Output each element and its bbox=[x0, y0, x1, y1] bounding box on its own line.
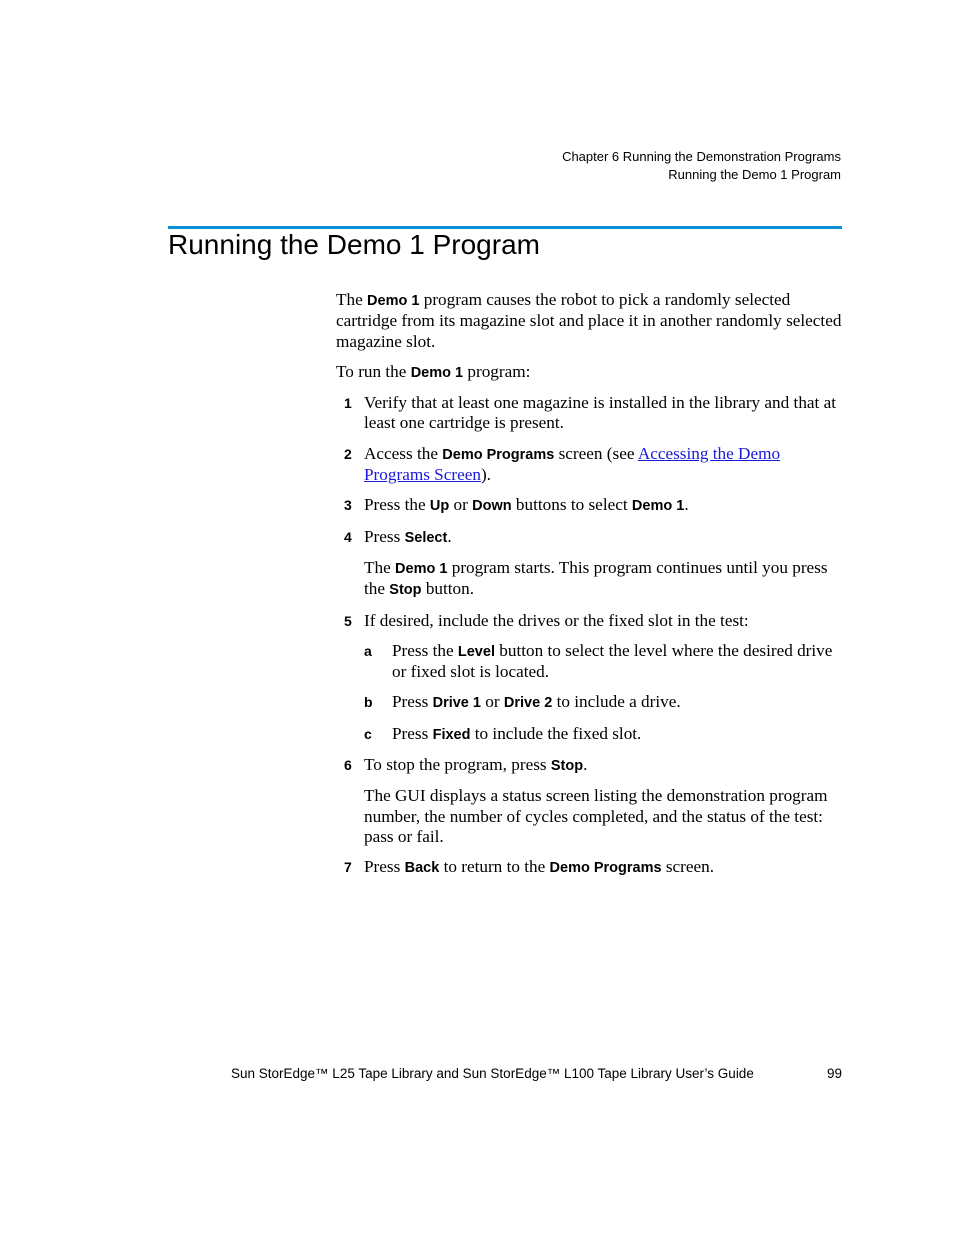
substep-bold: Drive 1 bbox=[432, 695, 481, 712]
torun-post: program: bbox=[463, 361, 531, 381]
substep-text: button to select the level where the desired drive or fixed slot is located. bbox=[392, 640, 833, 682]
note-text: program starts. This program continues until you press the bbox=[364, 557, 828, 599]
substep-text: Press bbox=[392, 723, 433, 743]
step-4-note bbox=[336, 558, 842, 601]
intro-post: program causes the robot to pick a randomly selected cartridge from its magazine slot and place it in another randomly selected magazine slot. bbox=[336, 290, 842, 351]
step-text: screen. bbox=[661, 857, 715, 877]
step-text: buttons to select bbox=[511, 495, 632, 515]
intro-paragraph bbox=[336, 290, 842, 352]
step-7 bbox=[336, 857, 842, 878]
step-1 bbox=[336, 393, 842, 434]
step-number: 7 bbox=[344, 859, 352, 876]
footer-title: Sun StorEdge™ L25 Tape Library and Sun StorEdge™ L100 Tape Library User’s Guide bbox=[231, 1066, 754, 1081]
substep-b bbox=[336, 692, 842, 713]
step-2 bbox=[336, 444, 842, 486]
step-number: 1 bbox=[344, 395, 352, 412]
running-header bbox=[562, 148, 841, 183]
step-bold: Up bbox=[429, 498, 450, 515]
note-bold: Demo 1 bbox=[395, 560, 448, 577]
step-text: Press the bbox=[364, 495, 430, 515]
step-text: . bbox=[583, 755, 588, 775]
torun-pre: To run the bbox=[336, 361, 411, 381]
step-number: 4 bbox=[344, 528, 352, 545]
step-text: or bbox=[449, 495, 473, 515]
substep-bold: Level bbox=[457, 643, 495, 660]
step-3 bbox=[336, 495, 842, 516]
step-text: . bbox=[684, 495, 689, 515]
step-5 bbox=[336, 611, 842, 631]
step-number: 5 bbox=[344, 612, 352, 629]
substep-text: to include the fixed slot. bbox=[470, 723, 642, 743]
torun-bold: Demo 1 bbox=[410, 364, 464, 381]
substep-bold: Fixed bbox=[432, 726, 471, 743]
substep-letter: b bbox=[364, 694, 373, 711]
substep-letter: c bbox=[364, 725, 372, 742]
page-title: Running the Demo 1 Program bbox=[168, 229, 540, 260]
substep-bold: Drive 2 bbox=[503, 695, 553, 712]
substep-text: Press the bbox=[392, 640, 458, 660]
step-4 bbox=[336, 527, 842, 548]
substep-c bbox=[336, 724, 842, 745]
step-bold: Down bbox=[472, 498, 512, 515]
step-6-note: The GUI displays a status screen listing the demonstration program number, the number of cycles completed, and the status of the test: pass or fail. bbox=[364, 786, 828, 846]
step-text: To stop the program, press bbox=[364, 755, 551, 775]
page-number: 99 bbox=[826, 1066, 842, 1081]
step-bold: Demo 1 bbox=[631, 498, 685, 515]
torun-paragraph bbox=[336, 362, 842, 383]
header-section: Running the Demo 1 Program bbox=[668, 166, 841, 182]
note-text: button. bbox=[421, 579, 475, 599]
step-text: screen (see bbox=[554, 443, 638, 463]
step-number: 2 bbox=[344, 445, 352, 462]
step-text: Access the bbox=[364, 443, 443, 463]
step-text: Press bbox=[364, 857, 405, 877]
step-6 bbox=[336, 755, 842, 776]
step-bold: Demo Programs bbox=[442, 446, 555, 463]
substep-text: Press bbox=[392, 692, 433, 712]
step-text: If desired, include the drives or the fixed slot in the test: bbox=[364, 610, 749, 630]
step-bold: Select bbox=[404, 529, 448, 546]
substep-a bbox=[336, 641, 842, 683]
substep-text: or bbox=[480, 692, 504, 712]
substep-letter: a bbox=[364, 642, 372, 659]
step-bold: Back bbox=[404, 860, 440, 877]
accessing-demo-programs-link[interactable]: Accessing the Demo Programs Screen bbox=[364, 443, 781, 485]
body-text bbox=[336, 290, 842, 889]
step-bold: Stop bbox=[550, 758, 584, 775]
step-text: to return to the bbox=[439, 857, 550, 877]
header-chapter: Chapter 6 Running the Demonstration Programs bbox=[562, 149, 841, 164]
step-number: 3 bbox=[344, 497, 352, 514]
intro-pre: The bbox=[336, 290, 368, 309]
step-text: Verify that at least one magazine is installed in the library and that at least one cartridge is present. bbox=[364, 393, 837, 433]
substep-text: to include a drive. bbox=[552, 692, 681, 712]
note-text: The bbox=[364, 557, 396, 577]
step-number: 6 bbox=[344, 757, 352, 774]
step-text: . bbox=[447, 526, 452, 546]
step-text: ). bbox=[480, 465, 491, 485]
step-bold: Demo Programs bbox=[549, 860, 662, 877]
note-bold: Stop bbox=[389, 582, 422, 599]
intro-bold: Demo 1 bbox=[367, 293, 420, 309]
step-text: Press bbox=[364, 526, 405, 546]
